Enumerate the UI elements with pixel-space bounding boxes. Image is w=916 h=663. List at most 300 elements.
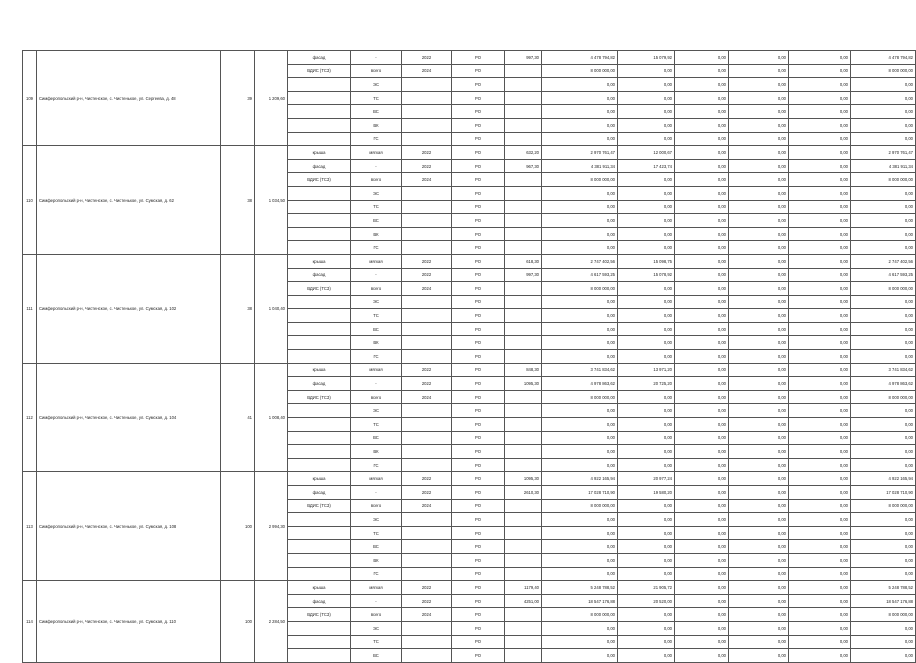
material-cell: мягкая [351, 581, 402, 595]
unit-cost-cell: 0,00 [618, 418, 675, 432]
unit-cost-cell: 0,00 [618, 649, 675, 663]
unit-cost-cell: 0,00 [618, 64, 675, 78]
fund-c-cell: 0,00 [789, 526, 851, 540]
volume-cell [505, 390, 542, 404]
material-cell: ВС [351, 649, 402, 663]
year-cell [402, 540, 452, 554]
fund-a-cell: 0,00 [675, 105, 729, 119]
unit-cost-cell: 15 078,92 [618, 268, 675, 282]
method-cell: РО [452, 91, 505, 105]
fund-c-cell: 0,00 [789, 322, 851, 336]
unit-cost-cell: 0,00 [618, 322, 675, 336]
cost-cell: 0,00 [542, 227, 618, 241]
cost-cell: 17 028 710,90 [542, 486, 618, 500]
year-cell [402, 309, 452, 323]
fund-a-cell: 0,00 [675, 431, 729, 445]
unit-cost-cell: 0,00 [618, 132, 675, 146]
fund-c-cell: 0,00 [789, 458, 851, 472]
total-cell: 4 617 593,25 [851, 268, 916, 282]
total-cell: 5 248 788,52 [851, 581, 916, 595]
total-cell: 0,00 [851, 200, 916, 214]
unit-cost-cell: 0,00 [618, 186, 675, 200]
total-cell: 0,00 [851, 78, 916, 92]
total-cell: 8 000 000,00 [851, 173, 916, 187]
unit-cost-cell: 0,00 [618, 173, 675, 187]
cost-cell: 8 000 000,00 [542, 499, 618, 513]
cost-cell: 0,00 [542, 309, 618, 323]
fund-a-cell: 0,00 [675, 594, 729, 608]
fund-b-cell: 0,00 [729, 91, 789, 105]
volume-cell [505, 214, 542, 228]
volume-cell [505, 200, 542, 214]
area-cell: 1 008,40 [255, 363, 288, 472]
total-cell: 4 922 165,94 [851, 472, 916, 486]
address-cell: Симферопольский р-н, Чистенское, с. Чистенькое, ул. Сумская, д. 104 [37, 363, 221, 472]
cost-cell: 0,00 [542, 105, 618, 119]
volume-cell [505, 309, 542, 323]
material-cell: - [351, 486, 402, 500]
floors-cell: 100 [221, 581, 255, 663]
cost-cell: 0,00 [542, 350, 618, 364]
total-cell: 2 970 761,47 [851, 146, 916, 160]
fund-a-cell: 0,00 [675, 458, 729, 472]
fund-a-cell: 0,00 [675, 186, 729, 200]
year-cell [402, 621, 452, 635]
method-cell: РО [452, 186, 505, 200]
cost-cell: 0,00 [542, 91, 618, 105]
volume-cell: 997,30 [505, 51, 542, 65]
year-cell: 2024 [402, 282, 452, 296]
cost-cell: 0,00 [542, 649, 618, 663]
method-cell: РО [452, 594, 505, 608]
total-cell: 0,00 [851, 241, 916, 255]
unit-cost-cell: 0,00 [618, 431, 675, 445]
unit-cost-cell: 0,00 [618, 445, 675, 459]
volume-cell [505, 635, 542, 649]
fund-b-cell: 0,00 [729, 146, 789, 160]
method-cell: РО [452, 363, 505, 377]
fund-a-cell: 0,00 [675, 309, 729, 323]
material-cell: ВК [351, 445, 402, 459]
total-cell: 0,00 [851, 214, 916, 228]
fund-c-cell: 0,00 [789, 51, 851, 65]
unit-cost-cell: 20 977,24 [618, 472, 675, 486]
year-cell [402, 649, 452, 663]
year-cell: 2022 [402, 254, 452, 268]
cost-cell: 2 747 402,56 [542, 254, 618, 268]
total-cell: 0,00 [851, 322, 916, 336]
cost-cell: 0,00 [542, 200, 618, 214]
unit-cost-cell: 0,00 [618, 227, 675, 241]
year-cell: 2024 [402, 390, 452, 404]
total-cell: 4 478 794,82 [851, 51, 916, 65]
unit-cost-cell: 0,00 [618, 540, 675, 554]
work-type-cell [288, 91, 351, 105]
total-cell: 0,00 [851, 295, 916, 309]
cost-cell: 4 478 794,82 [542, 51, 618, 65]
unit-cost-cell: 0,00 [618, 621, 675, 635]
fund-a-cell: 0,00 [675, 146, 729, 160]
year-cell [402, 526, 452, 540]
fund-c-cell: 0,00 [789, 146, 851, 160]
fund-b-cell: 0,00 [729, 540, 789, 554]
material-cell: ВС [351, 431, 402, 445]
unit-cost-cell: 0,00 [618, 390, 675, 404]
cost-cell: 8 000 000,00 [542, 608, 618, 622]
fund-b-cell: 0,00 [729, 486, 789, 500]
fund-b-cell: 0,00 [729, 241, 789, 255]
cost-cell: 0,00 [542, 621, 618, 635]
fund-b-cell: 0,00 [729, 268, 789, 282]
cost-cell: 0,00 [542, 404, 618, 418]
year-cell [402, 200, 452, 214]
work-type-cell [288, 309, 351, 323]
year-cell [402, 105, 452, 119]
total-cell: 0,00 [851, 91, 916, 105]
fund-a-cell: 0,00 [675, 254, 729, 268]
fund-c-cell: 0,00 [789, 78, 851, 92]
fund-c-cell: 0,00 [789, 282, 851, 296]
cost-cell: 4 922 165,94 [542, 472, 618, 486]
work-type-cell [288, 200, 351, 214]
floors-cell: 100 [221, 472, 255, 581]
fund-c-cell: 0,00 [789, 581, 851, 595]
fund-c-cell: 0,00 [789, 404, 851, 418]
fund-b-cell: 0,00 [729, 282, 789, 296]
cost-cell: 0,00 [542, 540, 618, 554]
cost-cell: 0,00 [542, 445, 618, 459]
method-cell: РО [452, 418, 505, 432]
material-cell: - [351, 159, 402, 173]
fund-b-cell: 0,00 [729, 64, 789, 78]
year-cell: 2022 [402, 51, 452, 65]
year-cell: 2024 [402, 608, 452, 622]
year-cell [402, 445, 452, 459]
unit-cost-cell: 0,00 [618, 295, 675, 309]
material-cell: ТС [351, 418, 402, 432]
house-number-cell: 110 [23, 146, 37, 255]
work-type-cell [288, 132, 351, 146]
total-cell: 0,00 [851, 649, 916, 663]
work-type-cell: фасад [288, 51, 351, 65]
fund-c-cell: 0,00 [789, 241, 851, 255]
unit-cost-cell: 0,00 [618, 214, 675, 228]
fund-c-cell: 0,00 [789, 105, 851, 119]
table-row [23, 254, 916, 268]
fund-c-cell: 0,00 [789, 91, 851, 105]
work-type-cell [288, 295, 351, 309]
volume-cell [505, 336, 542, 350]
house-number-cell: 114 [23, 581, 37, 663]
fund-b-cell: 0,00 [729, 553, 789, 567]
address-cell: Симферопольский р-н, Чистенское, с. Чистенькое, ул. Сумская, д. 62 [37, 146, 221, 255]
total-cell: 8 000 000,00 [851, 390, 916, 404]
material-cell: всего [351, 173, 402, 187]
volume-cell [505, 649, 542, 663]
fund-a-cell: 0,00 [675, 472, 729, 486]
cost-cell: 0,00 [542, 132, 618, 146]
cost-cell: 0,00 [542, 241, 618, 255]
cost-cell: 0,00 [542, 553, 618, 567]
year-cell: 2022 [402, 363, 452, 377]
material-cell: - [351, 594, 402, 608]
unit-cost-cell: 0,00 [618, 282, 675, 296]
volume-cell [505, 282, 542, 296]
fund-a-cell: 0,00 [675, 499, 729, 513]
fund-c-cell: 0,00 [789, 486, 851, 500]
material-cell: ВК [351, 336, 402, 350]
unit-cost-cell: 20 725,20 [618, 377, 675, 391]
area-cell: 2 284,50 [255, 581, 288, 663]
fund-a-cell: 0,00 [675, 51, 729, 65]
volume-cell: 1095,30 [505, 472, 542, 486]
work-type-cell [288, 118, 351, 132]
cost-cell: 0,00 [542, 431, 618, 445]
work-type-cell [288, 567, 351, 581]
material-cell: ГС [351, 458, 402, 472]
fund-c-cell: 0,00 [789, 540, 851, 554]
volume-cell [505, 526, 542, 540]
cost-cell: 3 741 834,62 [542, 363, 618, 377]
cost-cell: 0,00 [542, 78, 618, 92]
volume-cell [505, 513, 542, 527]
fund-c-cell: 0,00 [789, 390, 851, 404]
work-type-cell: ВДИС (ТСЗ) [288, 173, 351, 187]
material-cell: ТС [351, 309, 402, 323]
total-cell: 0,00 [851, 621, 916, 635]
year-cell [402, 635, 452, 649]
table-row [23, 51, 916, 65]
work-type-cell [288, 649, 351, 663]
fund-c-cell: 0,00 [789, 377, 851, 391]
work-type-cell: фасад [288, 159, 351, 173]
cost-cell: 2 970 761,47 [542, 146, 618, 160]
unit-cost-cell: 0,00 [618, 567, 675, 581]
work-type-cell: крыша [288, 363, 351, 377]
fund-b-cell: 0,00 [729, 214, 789, 228]
year-cell [402, 322, 452, 336]
work-type-cell: ВДИС (ТСЗ) [288, 64, 351, 78]
method-cell: РО [452, 649, 505, 663]
material-cell: - [351, 51, 402, 65]
method-cell: РО [452, 581, 505, 595]
fund-b-cell: 0,00 [729, 567, 789, 581]
fund-a-cell: 0,00 [675, 513, 729, 527]
total-cell: 0,00 [851, 418, 916, 432]
material-cell: ВК [351, 227, 402, 241]
volume-cell [505, 322, 542, 336]
fund-c-cell: 0,00 [789, 594, 851, 608]
method-cell: РО [452, 472, 505, 486]
material-cell: ЭС [351, 621, 402, 635]
year-cell [402, 513, 452, 527]
fund-c-cell: 0,00 [789, 431, 851, 445]
address-cell: Симферопольский р-н, Чистенское, с. Чистенькое, ул. Сумская, д. 102 [37, 254, 221, 363]
method-cell: РО [452, 132, 505, 146]
cost-cell: 4 617 593,25 [542, 268, 618, 282]
work-type-cell [288, 635, 351, 649]
total-cell: 0,00 [851, 404, 916, 418]
total-cell: 4 381 911,34 [851, 159, 916, 173]
method-cell: РО [452, 526, 505, 540]
work-type-cell [288, 526, 351, 540]
table-row [23, 363, 916, 377]
fund-c-cell: 0,00 [789, 254, 851, 268]
work-type-cell [288, 227, 351, 241]
fund-b-cell: 0,00 [729, 51, 789, 65]
area-cell: 1 209,60 [255, 51, 288, 146]
fund-a-cell: 0,00 [675, 336, 729, 350]
fund-c-cell: 0,00 [789, 200, 851, 214]
fund-b-cell: 0,00 [729, 499, 789, 513]
method-cell: РО [452, 390, 505, 404]
method-cell: РО [452, 282, 505, 296]
fund-b-cell: 0,00 [729, 363, 789, 377]
fund-b-cell: 0,00 [729, 186, 789, 200]
fund-b-cell: 0,00 [729, 635, 789, 649]
table-row [23, 581, 916, 595]
work-type-cell [288, 322, 351, 336]
fund-c-cell: 0,00 [789, 635, 851, 649]
unit-cost-cell: 0,00 [618, 118, 675, 132]
fund-c-cell: 0,00 [789, 649, 851, 663]
unit-cost-cell: 0,00 [618, 336, 675, 350]
cost-cell: 0,00 [542, 186, 618, 200]
material-cell: ТС [351, 526, 402, 540]
method-cell: РО [452, 486, 505, 500]
fund-b-cell: 0,00 [729, 608, 789, 622]
volume-cell: 618,30 [505, 254, 542, 268]
year-cell: 2022 [402, 377, 452, 391]
unit-cost-cell: 0,00 [618, 200, 675, 214]
fund-a-cell: 0,00 [675, 295, 729, 309]
work-type-cell [288, 445, 351, 459]
cost-cell: 8 000 000,00 [542, 64, 618, 78]
unit-cost-cell: 0,00 [618, 404, 675, 418]
method-cell: РО [452, 445, 505, 459]
volume-cell [505, 431, 542, 445]
method-cell: РО [452, 309, 505, 323]
material-cell: ЭС [351, 78, 402, 92]
fund-c-cell: 0,00 [789, 418, 851, 432]
year-cell: 2022 [402, 472, 452, 486]
fund-b-cell: 0,00 [729, 336, 789, 350]
cost-cell: 0,00 [542, 526, 618, 540]
address-cell: Симферопольский р-н, Чистенское, с. Чистенькое, ул. Сумская, д. 110 [37, 581, 221, 663]
total-cell: 0,00 [851, 513, 916, 527]
fund-a-cell: 0,00 [675, 241, 729, 255]
total-cell: 0,00 [851, 118, 916, 132]
fund-b-cell: 0,00 [729, 649, 789, 663]
total-cell: 2 747 402,56 [851, 254, 916, 268]
material-cell: ВС [351, 540, 402, 554]
year-cell: 2022 [402, 268, 452, 282]
cost-cell: 0,00 [542, 635, 618, 649]
material-cell: - [351, 268, 402, 282]
fund-c-cell: 0,00 [789, 186, 851, 200]
year-cell [402, 336, 452, 350]
unit-cost-cell: 0,00 [618, 526, 675, 540]
year-cell [402, 118, 452, 132]
material-cell: ГС [351, 350, 402, 364]
cost-cell: 4 978 863,62 [542, 377, 618, 391]
fund-a-cell: 0,00 [675, 553, 729, 567]
volume-cell [505, 295, 542, 309]
work-type-cell: крыша [288, 581, 351, 595]
fund-a-cell: 0,00 [675, 445, 729, 459]
unit-cost-cell: 0,00 [618, 635, 675, 649]
fund-a-cell: 0,00 [675, 214, 729, 228]
work-type-cell: фасад [288, 486, 351, 500]
volume-cell [505, 418, 542, 432]
total-cell: 0,00 [851, 186, 916, 200]
work-type-cell [288, 336, 351, 350]
volume-cell [505, 173, 542, 187]
work-type-cell: ВДИС (ТСЗ) [288, 608, 351, 622]
fund-b-cell: 0,00 [729, 458, 789, 472]
fund-a-cell: 0,00 [675, 621, 729, 635]
volume-cell [505, 118, 542, 132]
unit-cost-cell: 17 423,74 [618, 159, 675, 173]
work-type-cell [288, 350, 351, 364]
work-type-cell [288, 540, 351, 554]
volume-cell [505, 540, 542, 554]
method-cell: РО [452, 336, 505, 350]
volume-cell: 2610,30 [505, 486, 542, 500]
work-type-cell [288, 458, 351, 472]
fund-b-cell: 0,00 [729, 200, 789, 214]
fund-a-cell: 0,00 [675, 608, 729, 622]
material-cell: всего [351, 608, 402, 622]
fund-b-cell: 0,00 [729, 594, 789, 608]
fund-b-cell: 0,00 [729, 350, 789, 364]
work-type-cell [288, 553, 351, 567]
work-type-cell: фасад [288, 377, 351, 391]
fund-a-cell: 0,00 [675, 159, 729, 173]
method-cell: РО [452, 608, 505, 622]
unit-cost-cell: 19 580,20 [618, 486, 675, 500]
volume-cell [505, 227, 542, 241]
fund-b-cell: 0,00 [729, 309, 789, 323]
method-cell: РО [452, 404, 505, 418]
fund-b-cell: 0,00 [729, 513, 789, 527]
total-cell: 0,00 [851, 227, 916, 241]
cost-cell: 0,00 [542, 214, 618, 228]
year-cell [402, 404, 452, 418]
area-cell: 2 994,30 [255, 472, 288, 581]
total-cell: 0,00 [851, 445, 916, 459]
fund-c-cell: 0,00 [789, 295, 851, 309]
unit-cost-cell: 0,00 [618, 608, 675, 622]
material-cell: всего [351, 64, 402, 78]
method-cell: РО [452, 499, 505, 513]
fund-a-cell: 0,00 [675, 377, 729, 391]
area-cell: 1 034,50 [255, 146, 288, 255]
work-type-cell [288, 621, 351, 635]
cost-cell: 0,00 [542, 458, 618, 472]
method-cell: РО [452, 540, 505, 554]
fund-a-cell: 0,00 [675, 322, 729, 336]
house-number-cell: 111 [23, 254, 37, 363]
volume-cell [505, 105, 542, 119]
material-cell: мягкая [351, 363, 402, 377]
floors-cell: 38 [221, 146, 255, 255]
fund-a-cell: 0,00 [675, 581, 729, 595]
fund-c-cell: 0,00 [789, 336, 851, 350]
house-number-cell: 113 [23, 472, 37, 581]
method-cell: РО [452, 350, 505, 364]
year-cell [402, 91, 452, 105]
